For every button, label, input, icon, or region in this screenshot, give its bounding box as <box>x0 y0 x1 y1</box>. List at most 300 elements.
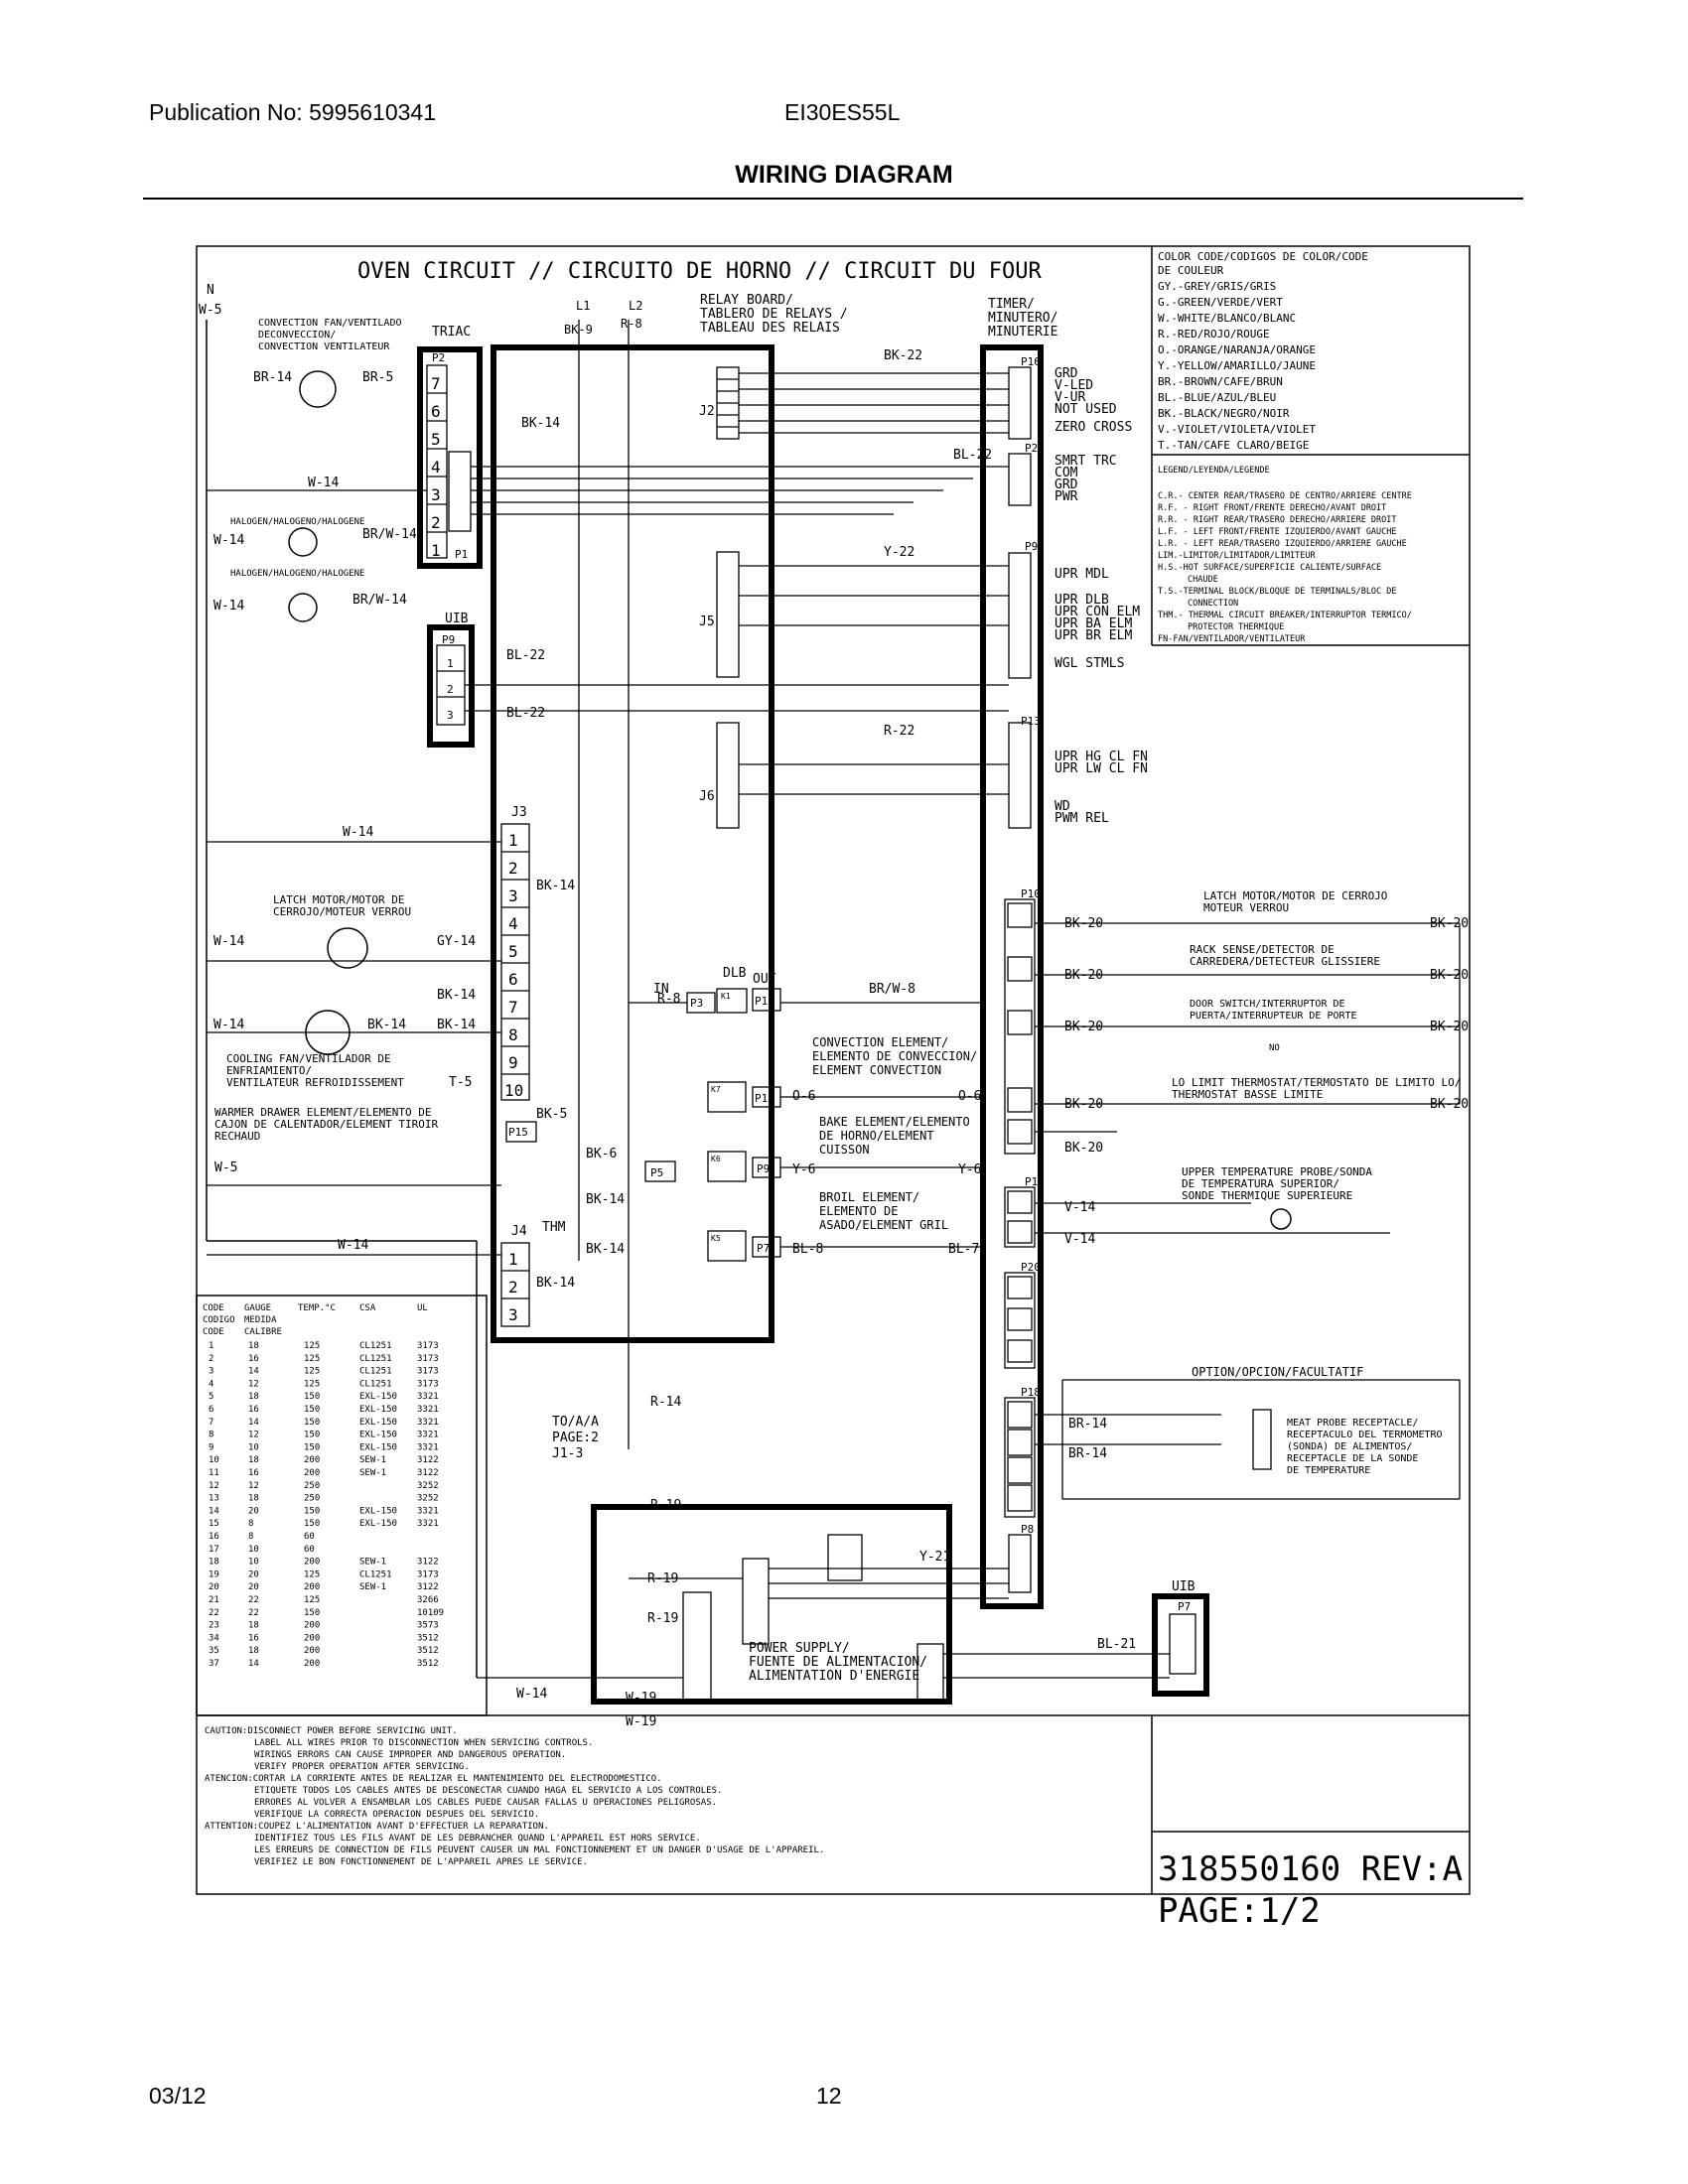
svg-text:BR.-BROWN/CAFE/BRUN: BR.-BROWN/CAFE/BRUN <box>1158 375 1283 388</box>
svg-text:10: 10 <box>504 1081 524 1100</box>
svg-text:4: 4 <box>508 914 518 933</box>
svg-text:NO: NO <box>1269 1043 1280 1053</box>
halogen-label-2: HALOGEN/HALOGENO/HALOGENE <box>230 569 365 579</box>
p1-label: P1 <box>455 548 469 561</box>
gauge-cell: 3321 <box>417 1417 439 1428</box>
svg-text:P18: P18 <box>1021 1386 1041 1399</box>
gauge-cell: 18 <box>248 1341 259 1351</box>
svg-text:GRD: GRD <box>1055 366 1078 381</box>
svg-text:W-14: W-14 <box>213 1018 245 1032</box>
gauge-cell: 15 <box>209 1519 219 1530</box>
svg-text:DLB: DLB <box>723 966 747 981</box>
gauge-cell: 3122 <box>417 1468 439 1478</box>
gauge-cell: 150 <box>304 1417 321 1428</box>
svg-text:UPR CON ELM: UPR CON ELM <box>1055 605 1141 619</box>
relay-board-label: RELAY BOARD/ <box>700 293 793 308</box>
svg-text:MEAT PROBE RECEPTACLE/: MEAT PROBE RECEPTACLE/ <box>1287 1418 1419 1429</box>
svg-text:BK-22: BK-22 <box>884 348 923 363</box>
gauge-cell: SEW-1 <box>359 1557 387 1568</box>
gauge-cell: EXL-150 <box>359 1417 397 1428</box>
svg-text:WIRINGS ERRORS CAN CAUSE IMPRO: WIRINGS ERRORS CAN CAUSE IMPROPER AND DANGEROUS OPERATION. <box>254 1750 567 1760</box>
gauge-cell: 3173 <box>417 1366 439 1377</box>
gauge-cell: 150 <box>304 1430 321 1440</box>
svg-text:C.R.- CENTER REAR/TRASERO DE C: C.R.- CENTER REAR/TRASERO DE CENTRO/ARRIERE CENTRE <box>1158 491 1412 501</box>
gauge-cell: 150 <box>304 1442 321 1453</box>
svg-text:BK-20: BK-20 <box>1064 1097 1104 1112</box>
svg-text:9: 9 <box>508 1053 518 1072</box>
svg-text:P9: P9 <box>1025 540 1039 553</box>
svg-text:DE TEMPERATURE: DE TEMPERATURE <box>1287 1465 1371 1476</box>
svg-text:L.R. - LEFT REAR/TRASERO IZQUI: L.R. - LEFT REAR/TRASERO IZQUIERDO/ARRIERE GAUCHE <box>1158 539 1407 549</box>
svg-text:TO/A/A: TO/A/A <box>552 1415 599 1430</box>
svg-text:BR-14: BR-14 <box>253 370 293 385</box>
gauge-cell: 16 <box>248 1468 259 1478</box>
svg-text:G.-GREEN/VERDE/VERT: G.-GREEN/VERDE/VERT <box>1158 296 1283 309</box>
gauge-cell: 6 <box>209 1405 214 1415</box>
svg-text:CAUTION:DISCONNECT POWER BEFOR: CAUTION:DISCONNECT POWER BEFORE SERVICING UNIT. <box>205 1726 458 1736</box>
gauge-cell: 150 <box>304 1405 321 1415</box>
svg-text:BK-20: BK-20 <box>1064 1020 1104 1034</box>
gauge-cell: 3252 <box>417 1493 439 1504</box>
gauge-cell: 200 <box>304 1659 321 1669</box>
svg-text:4: 4 <box>431 458 441 477</box>
svg-text:CONNECTION: CONNECTION <box>1188 599 1239 609</box>
svg-text:FN-FAN/VENTILADOR/VENTILATEUR: FN-FAN/VENTILADOR/VENTILATEUR <box>1158 634 1306 644</box>
option-label: OPTION/OPCION/FACULTATIF <box>1192 1365 1364 1379</box>
svg-text:CODE: CODE <box>203 1303 224 1313</box>
gauge-cell: 3512 <box>417 1659 439 1669</box>
svg-text:R-19: R-19 <box>647 1611 679 1626</box>
svg-text:W.-WHITE/BLANCO/BLANC: W.-WHITE/BLANCO/BLANC <box>1158 312 1297 325</box>
gauge-cell: 7 <box>209 1417 214 1428</box>
oven-circuit-title: OVEN CIRCUIT // CIRCUITO DE HORNO // CIRCUIT DU FOUR <box>357 259 1042 284</box>
svg-text:CODIGO: CODIGO <box>203 1315 235 1325</box>
svg-text:H.S.-HOT SURFACE/SUPERFICIE CA: H.S.-HOT SURFACE/SUPERFICIE CALIENTE/SURFACE <box>1158 563 1382 573</box>
svg-text:PWR: PWR <box>1055 489 1078 504</box>
svg-text:BK-20: BK-20 <box>1064 1141 1104 1156</box>
gauge-cell: 12 <box>248 1430 259 1440</box>
gauge-cell: 3173 <box>417 1379 439 1390</box>
document-number: 318550160 REV:A <box>1158 1849 1464 1889</box>
gauge-cell: 18 <box>248 1620 259 1631</box>
svg-text:CUISSON: CUISSON <box>819 1143 870 1157</box>
svg-text:ALIMENTATION D'ENERGIE: ALIMENTATION D'ENERGIE <box>749 1669 920 1684</box>
svg-text:ELEMENTO DE: ELEMENTO DE <box>819 1204 899 1218</box>
svg-text:SMRT TRC: SMRT TRC <box>1055 454 1117 469</box>
svg-text:3: 3 <box>508 887 518 905</box>
neutral-label: N <box>207 283 214 298</box>
gauge-cell: 20 <box>209 1582 219 1593</box>
svg-text:VERIFIQUE LA CORRECTA OPERACIO: VERIFIQUE LA CORRECTA OPERACION DESPUES DEL SERVICIO. <box>254 1810 540 1820</box>
gauge-cell: EXL-150 <box>359 1405 397 1415</box>
svg-text:1: 1 <box>508 831 518 850</box>
svg-text:W-14: W-14 <box>516 1687 548 1702</box>
svg-text:R-19: R-19 <box>650 1498 682 1513</box>
svg-text:K6: K6 <box>711 1155 721 1163</box>
svg-text:T.S.-TERMINAL BLOCK/BLOQUE DE: T.S.-TERMINAL BLOCK/BLOQUE DE TERMINALS/BLOC DE <box>1158 587 1397 597</box>
svg-text:P1: P1 <box>755 995 769 1008</box>
svg-text:CONVECTION VENTILATEUR: CONVECTION VENTILATEUR <box>258 341 390 352</box>
svg-text:BK-14: BK-14 <box>536 879 576 893</box>
gauge-cell: 125 <box>304 1341 321 1351</box>
gauge-cell: 14 <box>248 1417 259 1428</box>
svg-text:V.-VIOLET/VIOLETA/VIOLET: V.-VIOLET/VIOLETA/VIOLET <box>1158 423 1316 436</box>
svg-text:PROTECTOR THERMIQUE: PROTECTOR THERMIQUE <box>1188 622 1285 632</box>
gauge-cell: 21 <box>209 1595 219 1605</box>
svg-text:VERIFIEZ LE BON FONCTIONNEMENT: VERIFIEZ LE BON FONCTIONNEMENT DE L'APPAREIL APRES LE SERVICE. <box>254 1857 588 1867</box>
svg-text:BK-14: BK-14 <box>437 988 477 1003</box>
gauge-cell: 200 <box>304 1620 321 1631</box>
svg-text:2: 2 <box>508 1278 518 1297</box>
gauge-cell: 150 <box>304 1392 321 1403</box>
svg-text:5: 5 <box>508 942 518 961</box>
svg-text:VENTILATEUR REFROIDISSEMENT: VENTILATEUR REFROIDISSEMENT <box>226 1076 404 1089</box>
svg-text:P7: P7 <box>757 1242 771 1255</box>
svg-text:P15: P15 <box>508 1126 528 1139</box>
svg-text:BK-14: BK-14 <box>367 1018 407 1032</box>
gauge-cell: 16 <box>209 1532 219 1542</box>
svg-text:BK-14: BK-14 <box>536 1276 576 1291</box>
publication-number: Publication No: 5995610341 <box>149 99 437 125</box>
svg-text:BL-8: BL-8 <box>792 1242 824 1257</box>
gauge-cell: 5 <box>209 1392 214 1403</box>
gauge-cell: 125 <box>304 1595 321 1605</box>
svg-text:PWM REL: PWM REL <box>1055 811 1109 826</box>
uib-label: UIB <box>445 612 469 626</box>
gauge-cell: 3573 <box>417 1620 439 1631</box>
gauge-cell: 14 <box>248 1659 259 1669</box>
gauge-cell: 250 <box>304 1493 321 1504</box>
svg-text:J6: J6 <box>699 789 715 804</box>
svg-text:CONVECTION ELEMENT/: CONVECTION ELEMENT/ <box>812 1035 949 1049</box>
svg-text:UPR LW CL FN: UPR LW CL FN <box>1055 761 1148 776</box>
gauge-cell: 125 <box>304 1379 321 1390</box>
svg-text:POWER SUPPLY/: POWER SUPPLY/ <box>749 1641 850 1656</box>
gauge-cell: 3122 <box>417 1582 439 1593</box>
svg-text:FUENTE DE ALIMENTACION/: FUENTE DE ALIMENTACION/ <box>749 1655 928 1670</box>
gauge-cell: 150 <box>304 1506 321 1517</box>
gauge-cell: EXL-150 <box>359 1392 397 1403</box>
svg-text:IN: IN <box>653 982 669 997</box>
svg-text:ASADO/ELEMENT GRIL: ASADO/ELEMENT GRIL <box>819 1218 949 1232</box>
svg-text:LIM.-LIMITOR/LIMITADOR/LIMITEU: LIM.-LIMITOR/LIMITADOR/LIMITEUR <box>1158 551 1316 561</box>
svg-text:MINUTERIE: MINUTERIE <box>988 325 1058 340</box>
svg-text:NOT USED: NOT USED <box>1055 402 1117 417</box>
svg-text:TABLERO DE RELAYS /: TABLERO DE RELAYS / <box>700 307 848 322</box>
svg-text:UL: UL <box>417 1303 428 1313</box>
svg-text:P9: P9 <box>442 633 456 646</box>
gauge-cell: 18 <box>248 1646 259 1657</box>
gauge-cell: 200 <box>304 1557 321 1568</box>
svg-text:O.-ORANGE/NARANJA/ORANGE: O.-ORANGE/NARANJA/ORANGE <box>1158 343 1316 356</box>
svg-text:1: 1 <box>431 541 441 560</box>
gauge-cell: 3321 <box>417 1519 439 1530</box>
svg-text:BK-6: BK-6 <box>586 1147 618 1161</box>
svg-text:MEDIDA: MEDIDA <box>244 1315 277 1325</box>
svg-text:R.F. - RIGHT FRONT/FRENTE DERE: R.F. - RIGHT FRONT/FRENTE DERECHO/AVANT DROIT <box>1158 503 1387 513</box>
gauge-cell: 3122 <box>417 1455 439 1466</box>
gauge-cell: 3321 <box>417 1442 439 1453</box>
svg-text:O-6: O-6 <box>958 1089 982 1104</box>
svg-text:V-14: V-14 <box>1064 1232 1096 1247</box>
svg-text:BL-21: BL-21 <box>1097 1637 1137 1652</box>
svg-text:R-19: R-19 <box>647 1571 679 1586</box>
svg-text:P8: P8 <box>1021 1523 1035 1536</box>
svg-text:RECEPTACLE DE LA SONDE: RECEPTACLE DE LA SONDE <box>1287 1453 1419 1464</box>
gauge-cell: 150 <box>304 1607 321 1618</box>
svg-text:CHAUDE: CHAUDE <box>1188 575 1218 585</box>
gauge-cell: 18 <box>209 1557 219 1568</box>
gauge-cell: 20 <box>248 1570 259 1580</box>
gauge-cell: 10 <box>248 1442 259 1453</box>
gauge-cell: 3512 <box>417 1633 439 1644</box>
gauge-cell: 3252 <box>417 1480 439 1491</box>
svg-text:CONVECTION FAN/VENTILADO: CONVECTION FAN/VENTILADO <box>258 318 402 329</box>
svg-text:W-14: W-14 <box>213 934 245 949</box>
svg-text:BAKE ELEMENT/ELEMENTO: BAKE ELEMENT/ELEMENTO <box>819 1115 970 1129</box>
svg-text:BK-20: BK-20 <box>1430 968 1470 983</box>
svg-text:UPR BR ELM: UPR BR ELM <box>1055 628 1133 643</box>
svg-text:W-14: W-14 <box>343 825 374 840</box>
svg-text:Y.-YELLOW/AMARILLO/JAUNE: Y.-YELLOW/AMARILLO/JAUNE <box>1158 359 1316 372</box>
gauge-cell: 3173 <box>417 1570 439 1580</box>
svg-text:RECEPTACULO DEL TERMOMETRO: RECEPTACULO DEL TERMOMETRO <box>1287 1430 1443 1440</box>
gauge-cell: EXL-150 <box>359 1519 397 1530</box>
model-number: EI30ES55L <box>784 99 901 125</box>
gauge-cell: 3321 <box>417 1506 439 1517</box>
svg-text:P20: P20 <box>1021 1261 1041 1274</box>
gauge-cell: CL1251 <box>359 1379 392 1390</box>
svg-text:J5: J5 <box>699 614 715 629</box>
svg-text:J4: J4 <box>511 1224 527 1239</box>
svg-text:UPPER TEMPERATURE PROBE/SONDA: UPPER TEMPERATURE PROBE/SONDA <box>1182 1165 1373 1178</box>
gauge-cell: 3321 <box>417 1392 439 1403</box>
svg-text:P3: P3 <box>690 997 704 1010</box>
gauge-cell: 18 <box>248 1455 259 1466</box>
svg-text:TABLEAU DES RELAIS: TABLEAU DES RELAIS <box>700 321 840 336</box>
svg-text:P13: P13 <box>1021 715 1041 728</box>
svg-text:GY-14: GY-14 <box>437 934 477 949</box>
svg-text:WD: WD <box>1055 799 1070 814</box>
gauge-cell: 22 <box>209 1607 219 1618</box>
gauge-cell: 10 <box>209 1455 219 1466</box>
svg-text:K5: K5 <box>711 1234 721 1243</box>
svg-text:P9: P9 <box>757 1162 771 1175</box>
gauge-cell: CL1251 <box>359 1366 392 1377</box>
svg-text:DE HORNO/ELEMENT: DE HORNO/ELEMENT <box>819 1129 934 1143</box>
svg-text:PAGE:2: PAGE:2 <box>552 1431 599 1445</box>
svg-text:W-5: W-5 <box>214 1160 238 1175</box>
page-title: WIRING DIAGRAM <box>735 161 953 189</box>
svg-text:BL.-BLUE/AZUL/BLEU: BL.-BLUE/AZUL/BLEU <box>1158 391 1277 404</box>
gauge-cell: 10 <box>248 1544 259 1555</box>
p2-label: P2 <box>432 351 446 364</box>
svg-text:UPR MDL: UPR MDL <box>1055 567 1109 582</box>
svg-text:BK-20: BK-20 <box>1430 1097 1470 1112</box>
svg-text:BL-22: BL-22 <box>506 648 546 663</box>
gauge-cell: 22 <box>248 1607 259 1618</box>
svg-text:DE COULEUR: DE COULEUR <box>1158 264 1224 277</box>
svg-text:ETIQUETE TODOS LOS CABLES ANTE: ETIQUETE TODOS LOS CABLES ANTES DE DESCONECTAR CUANDO HAGA EL SERVICIO A LOS CONTROLES. <box>254 1786 723 1796</box>
gauge-cell: 200 <box>304 1455 321 1466</box>
svg-text:BK-20: BK-20 <box>1430 916 1470 931</box>
gauge-cell: 16 <box>248 1405 259 1415</box>
svg-text:W-19: W-19 <box>626 1714 657 1729</box>
svg-text:MOTEUR VERROU: MOTEUR VERROU <box>1203 901 1290 914</box>
svg-text:3: 3 <box>508 1305 518 1324</box>
gauge-cell: 18 <box>248 1493 259 1504</box>
gauge-cell: 19 <box>209 1570 219 1580</box>
svg-text:SONDE THERMIQUE SUPERIEURE: SONDE THERMIQUE SUPERIEURE <box>1182 1189 1353 1202</box>
svg-text:DECONVECCION/: DECONVECCION/ <box>258 330 337 341</box>
color-code-title: COLOR CODE/CODIGOS DE COLOR/CODE <box>1158 250 1368 263</box>
svg-text:IDENTIFIEZ TOUS LES FILS AVANT: IDENTIFIEZ TOUS LES FILS AVANT DE LES DEBRANCHER QUAND L'APPAREIL EST HORS SERVICE. <box>254 1834 701 1843</box>
gauge-cell: 8 <box>248 1519 254 1530</box>
svg-text:L.F. - LEFT FRONT/FRENTE IZQUI: L.F. - LEFT FRONT/FRENTE IZQUIERDO/AVANT GAUCHE <box>1158 527 1397 537</box>
svg-text:1: 1 <box>447 657 454 670</box>
svg-text:BK.-BLACK/NEGRO/NOIR: BK.-BLACK/NEGRO/NOIR <box>1158 407 1290 420</box>
svg-text:P11: P11 <box>755 1092 774 1105</box>
svg-text:BL-22: BL-22 <box>953 448 993 463</box>
gauge-cell: SEW-1 <box>359 1582 387 1593</box>
svg-text:BK-5: BK-5 <box>536 1107 568 1122</box>
gauge-cell: 3512 <box>417 1646 439 1657</box>
l2-terminal: L2 <box>629 299 643 313</box>
gauge-cell: 20 <box>248 1506 259 1517</box>
gauge-cell: 35 <box>209 1646 219 1657</box>
svg-text:P2: P2 <box>1025 442 1039 455</box>
gauge-cell: EXL-150 <box>359 1430 397 1440</box>
svg-text:BK-14: BK-14 <box>586 1242 626 1257</box>
svg-text:BR-14: BR-14 <box>1068 1417 1108 1432</box>
svg-text:R-8: R-8 <box>621 317 642 331</box>
svg-text:P1: P1 <box>1025 1175 1039 1188</box>
svg-text:O-6: O-6 <box>792 1089 816 1104</box>
svg-text:Y-6: Y-6 <box>958 1162 982 1177</box>
svg-text:RACK SENSE/DETECTOR DE: RACK SENSE/DETECTOR DE <box>1190 943 1335 956</box>
gauge-cell: CL1251 <box>359 1570 392 1580</box>
gauge-cell: 16 <box>248 1353 259 1364</box>
svg-text:W-14: W-14 <box>338 1238 369 1253</box>
svg-text:CODE: CODE <box>203 1327 224 1337</box>
gauge-cell: 200 <box>304 1646 321 1657</box>
svg-text:R.-RED/ROJO/ROUGE: R.-RED/ROJO/ROUGE <box>1158 328 1270 341</box>
gauge-cell: 200 <box>304 1582 321 1593</box>
gauge-cell: 8 <box>248 1532 254 1542</box>
svg-text:PUERTA/INTERRUPTEUR DE PORTE: PUERTA/INTERRUPTEUR DE PORTE <box>1190 1011 1357 1022</box>
svg-text:3: 3 <box>431 485 441 504</box>
gauge-cell: 18 <box>248 1392 259 1403</box>
svg-text:BK-20: BK-20 <box>1064 916 1104 931</box>
svg-text:TEMP.°C: TEMP.°C <box>298 1303 336 1313</box>
svg-text:7: 7 <box>508 998 518 1017</box>
svg-text:5: 5 <box>431 430 441 449</box>
svg-text:UIB: UIB <box>1172 1579 1196 1594</box>
gauge-cell: 3173 <box>417 1341 439 1351</box>
svg-text:BL-7: BL-7 <box>948 1242 980 1257</box>
svg-text:ELEMENT CONVECTION: ELEMENT CONVECTION <box>812 1063 942 1077</box>
gauge-cell: 200 <box>304 1468 321 1478</box>
gauge-cell: 4 <box>209 1379 214 1390</box>
footer-date: 03/12 <box>149 2083 207 2109</box>
svg-text:R-14: R-14 <box>650 1395 682 1410</box>
gauge-cell: 200 <box>304 1633 321 1644</box>
gauge-cell: SEW-1 <box>359 1455 387 1466</box>
legend-title: LEGEND/LEYENDA/LEGENDE <box>1158 466 1270 476</box>
svg-text:J1-3: J1-3 <box>552 1446 584 1461</box>
svg-text:P5: P5 <box>650 1166 664 1179</box>
svg-text:ATENCION:CORTAR LA CORRIENTE A: ATENCION:CORTAR LA CORRIENTE ANTES DE REALIZAR EL MANTENIMIENTO DEL ELECTRODOMESTICO. <box>205 1774 662 1784</box>
svg-text:LATCH MOTOR/MOTOR DE CERROJO: LATCH MOTOR/MOTOR DE CERROJO <box>1203 889 1388 902</box>
svg-text:THM: THM <box>542 1220 566 1235</box>
footer-page-number: 12 <box>816 2083 842 2109</box>
svg-text:3: 3 <box>447 709 454 722</box>
svg-text:WARMER DRAWER ELEMENT/ELEMENTO: WARMER DRAWER ELEMENT/ELEMENTO DE <box>214 1106 432 1119</box>
gauge-cell: 13 <box>209 1493 219 1504</box>
svg-text:8: 8 <box>508 1025 518 1044</box>
document-page: PAGE:1/2 <box>1158 1891 1321 1931</box>
svg-text:2: 2 <box>431 513 441 532</box>
svg-text:7: 7 <box>431 374 441 393</box>
svg-text:J3: J3 <box>511 805 527 820</box>
gauge-cell: 3173 <box>417 1353 439 1364</box>
gauge-cell: 150 <box>304 1519 321 1530</box>
svg-text:GY.-GREY/GRIS/GRIS: GY.-GREY/GRIS/GRIS <box>1158 280 1277 293</box>
timer-label: TIMER/ <box>988 297 1035 312</box>
svg-text:P7: P7 <box>1178 1600 1192 1613</box>
svg-text:BK-9: BK-9 <box>564 323 593 337</box>
svg-text:LABEL ALL WIRES PRIOR TO DISCO: LABEL ALL WIRES PRIOR TO DISCONNECTION WHEN SERVICING CONTROLS. <box>254 1738 594 1748</box>
svg-text:W-14: W-14 <box>213 599 245 614</box>
svg-text:THM.- THERMAL CIRCUIT BREAKER/: THM.- THERMAL CIRCUIT BREAKER/INTERRUPTOR TERMICO/ <box>1158 611 1412 620</box>
svg-text:CERROJO/MOTEUR VERROU: CERROJO/MOTEUR VERROU <box>273 905 412 918</box>
svg-text:THERMOSTAT BASSE LIMITE: THERMOSTAT BASSE LIMITE <box>1172 1088 1324 1101</box>
svg-text:BR/W-8: BR/W-8 <box>869 982 915 997</box>
svg-text:ZERO CROSS: ZERO CROSS <box>1055 420 1133 435</box>
svg-text:DE TEMPERATURA SUPERIOR/: DE TEMPERATURA SUPERIOR/ <box>1182 1177 1339 1190</box>
svg-text:P10: P10 <box>1021 887 1041 900</box>
svg-text:T-5: T-5 <box>449 1075 473 1090</box>
svg-text:R.R. - RIGHT REAR/TRASERO DERE: R.R. - RIGHT REAR/TRASERO DERECHO/ARRIERE DROIT <box>1158 515 1397 525</box>
svg-text:W-14: W-14 <box>308 476 340 490</box>
svg-text:(SONDA) DE ALIMENTOS/: (SONDA) DE ALIMENTOS/ <box>1287 1441 1413 1452</box>
gauge-table <box>203 1303 444 1669</box>
gauge-cell: 125 <box>304 1366 321 1377</box>
svg-text:GRD: GRD <box>1055 478 1078 492</box>
gauge-cell: 2 <box>209 1353 214 1364</box>
svg-text:WGL STMLS: WGL STMLS <box>1055 656 1125 671</box>
svg-text:W-14: W-14 <box>213 533 245 548</box>
gauge-cell: CL1251 <box>359 1353 392 1364</box>
svg-text:T.-TAN/CAFE CLARO/BEIGE: T.-TAN/CAFE CLARO/BEIGE <box>1158 439 1310 452</box>
gauge-cell: 12 <box>248 1379 259 1390</box>
relay-board-box <box>493 347 772 1340</box>
svg-text:UPR HG CL FN: UPR HG CL FN <box>1055 750 1148 764</box>
svg-text:CAJON DE CALENTADOR/ELEMENT TI: CAJON DE CALENTADOR/ELEMENT TIROIR <box>214 1118 439 1131</box>
halogen-label-1: HALOGEN/HALOGENO/HALOGENE <box>230 517 365 527</box>
gauge-cell: 23 <box>209 1620 219 1631</box>
gauge-cell: 20 <box>248 1582 259 1593</box>
svg-text:Y-22: Y-22 <box>884 545 915 560</box>
gauge-cell: EXL-150 <box>359 1506 397 1517</box>
svg-text:ERRORES AL VOLVER A ENSAMBLAR: ERRORES AL VOLVER A ENSAMBLAR LOS CABLES PUEDE CAUSAR FALLAS U OPERACIONES PELIGROSAS. <box>254 1798 717 1808</box>
w5-label: W-5 <box>199 303 222 318</box>
svg-text:BK-14: BK-14 <box>586 1192 626 1207</box>
svg-text:1: 1 <box>508 1250 518 1269</box>
gauge-cell: 250 <box>304 1480 321 1491</box>
gauge-cell: 60 <box>304 1544 315 1555</box>
svg-text:V-14: V-14 <box>1064 1200 1096 1215</box>
